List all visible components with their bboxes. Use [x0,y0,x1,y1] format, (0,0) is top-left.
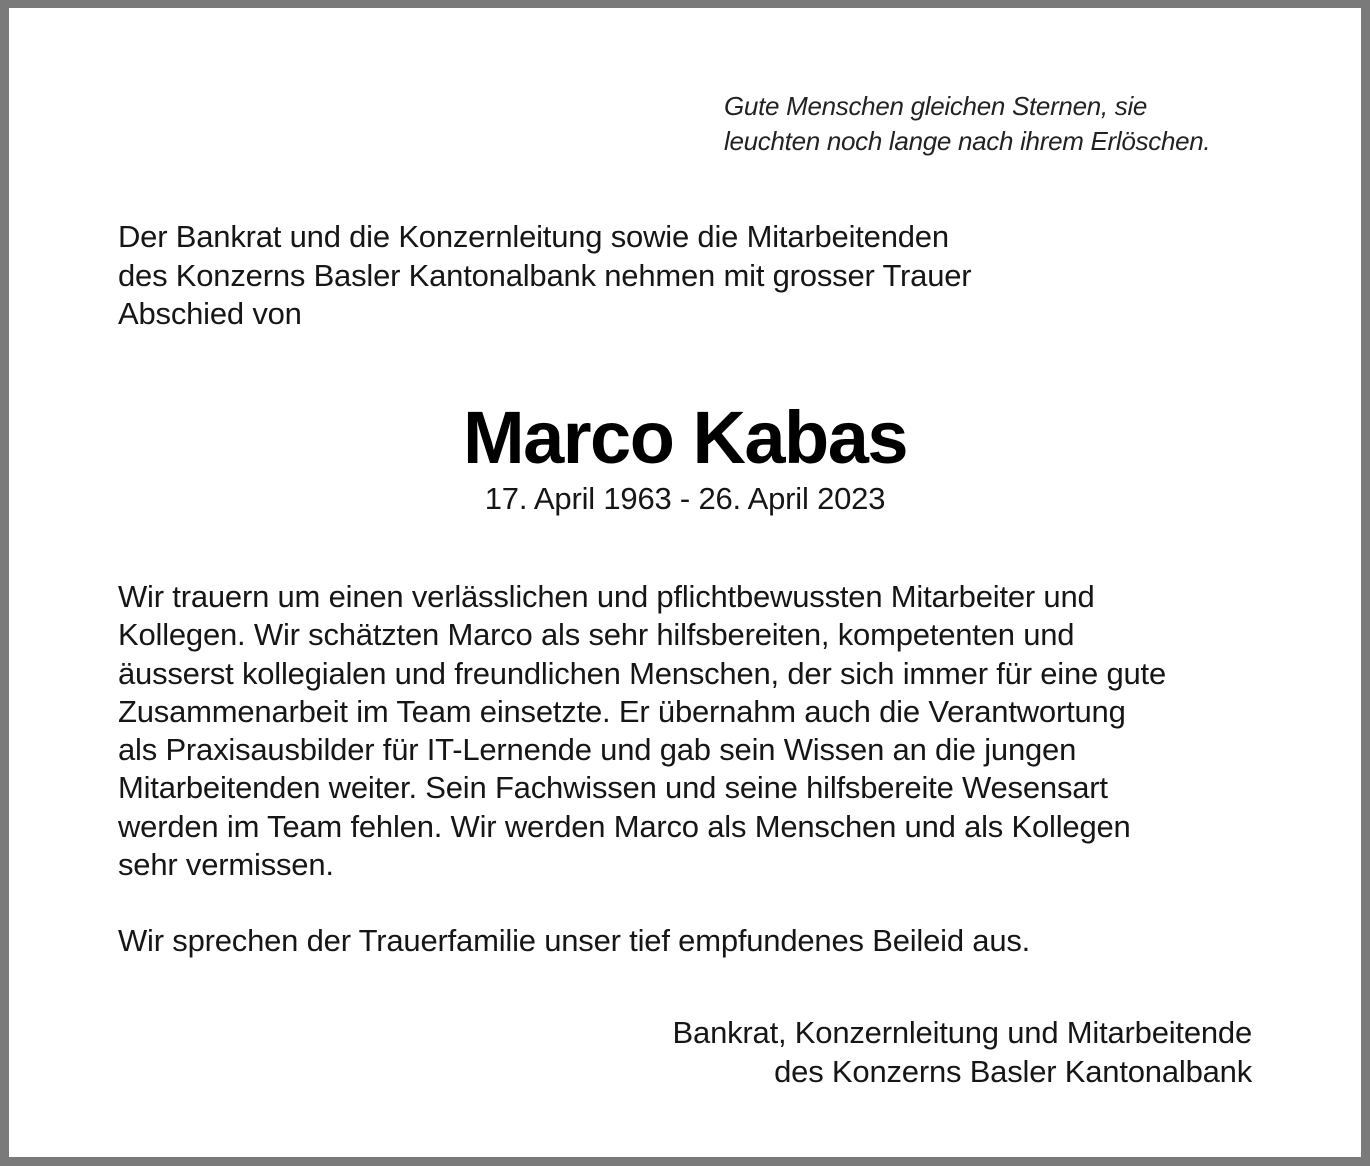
signature-line: Bankrat, Konzernleitung und Mitarbeitende [672,1015,1252,1050]
tribute-line: werden im Team fehlen. Wir werden Marco als Menschen und als Kollegen [118,808,1131,844]
tribute-line: Zusammenarbeit im Team einsetzte. Er übernahm auch die Verantwortung [118,693,1126,729]
tribute-paragraph [118,578,1278,884]
intro-line: des Konzerns Basler Kantonalbank nehmen mit grosser Trauer [118,257,972,293]
intro-line: Der Bankrat und die Konzernleitung sowie die Mitarbeitenden [118,219,949,254]
intro-paragraph [118,218,1268,334]
condolence-sentence: Wir sprechen der Trauerfamilie unser tief empfundenes Beileid aus. [118,923,1031,958]
tribute-line: sehr vermissen. [118,847,334,883]
signature-line: des Konzerns Basler Kantonalbank [774,1053,1252,1089]
signature-block [452,1014,1252,1091]
tribute-line: Kollegen. Wir schätzten Marco als sehr hilfsbereiten, kompetenten und [118,617,1075,653]
tribute-line: als Praxisausbilder für IT-Lernende und gab sein Wissen an die jungen [118,732,1077,768]
deceased-name: Marco Kabas [462,396,908,479]
intro-line: Abschied von [118,296,302,331]
motto-quote [724,89,1344,159]
tribute-line: Wir trauern um einen verlässlichen und pflichtbewussten Mitarbeiter und [118,579,1095,614]
tribute-line: Mitarbeitenden weiter. Sein Fachwissen und seine hilfsbereite Wesensart [118,770,1108,806]
tribute-line: äusserst kollegialen und freundlichen Menschen, der sich immer für eine gute [118,655,1166,691]
motto-line: leuchten noch lange nach ihrem Erlöschen. [724,126,1211,156]
motto-line: Gute Menschen gleichen Sternen, sie [724,91,1148,121]
life-dates: 17. April 1963 - 26. April 2023 [484,481,886,516]
